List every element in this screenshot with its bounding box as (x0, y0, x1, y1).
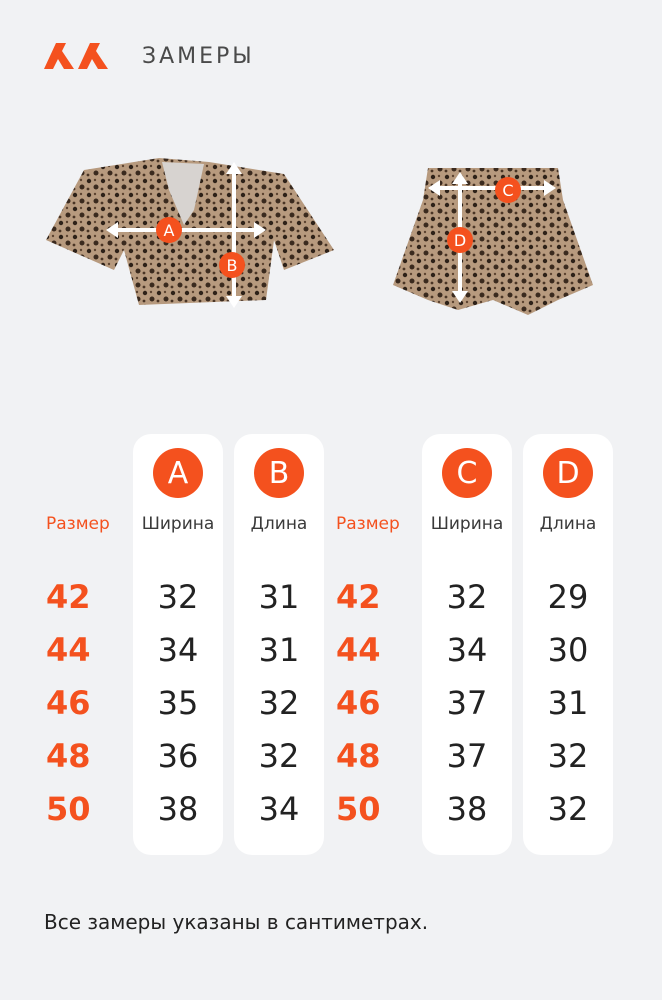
cell-value: 34 (258, 790, 300, 828)
cell-value: 29 (547, 578, 589, 616)
cell-value: 32 (157, 578, 199, 616)
top-garment-diagram (44, 150, 344, 320)
size-value: 44 (46, 631, 91, 669)
page-title: ЗАМЕРЫ (142, 43, 255, 69)
label-b: B (226, 256, 238, 275)
column-header-b: Длина (250, 514, 308, 534)
column-header-a: Ширина (141, 514, 215, 534)
cell-value: 31 (258, 578, 300, 616)
size-value: 48 (46, 737, 91, 775)
column-header-c: Ширина (430, 514, 504, 534)
cell-value: 34 (157, 631, 199, 669)
size-header: Размер (46, 514, 110, 534)
cell-value: 30 (547, 631, 589, 669)
label-a: A (163, 221, 175, 240)
size-value: 50 (46, 790, 91, 828)
column-letter-c: C (442, 448, 492, 498)
cell-value: 35 (157, 684, 199, 722)
cell-value: 31 (547, 684, 589, 722)
column-letter-a: A (153, 448, 203, 498)
cell-value: 32 (258, 684, 300, 722)
cell-value: 38 (446, 790, 488, 828)
size-value: 42 (46, 578, 91, 616)
cell-value: 38 (157, 790, 199, 828)
column-letter-d: D (543, 448, 593, 498)
column-letter-b: B (254, 448, 304, 498)
cell-value: 34 (446, 631, 488, 669)
skirt-garment-diagram (388, 160, 598, 325)
footer-note: Все замеры указаны в сантиметрах. (44, 910, 429, 934)
cell-value: 32 (547, 737, 589, 775)
brand-logo-icon (44, 41, 112, 71)
label-c: C (502, 181, 514, 200)
cell-value: 37 (446, 737, 488, 775)
column-header-d: Длина (539, 514, 597, 534)
cell-value: 32 (547, 790, 589, 828)
size-value: 50 (336, 790, 381, 828)
cell-value: 36 (157, 737, 199, 775)
size-value: 44 (336, 631, 381, 669)
size-value: 46 (46, 684, 91, 722)
size-value: 48 (336, 737, 381, 775)
size-value: 42 (336, 578, 381, 616)
label-d: D (453, 231, 467, 250)
cell-value: 32 (258, 737, 300, 775)
size-value: 46 (336, 684, 381, 722)
cell-value: 37 (446, 684, 488, 722)
size-header: Размер (336, 514, 400, 534)
page-header (44, 38, 255, 74)
cell-value: 31 (258, 631, 300, 669)
cell-value: 32 (446, 578, 488, 616)
